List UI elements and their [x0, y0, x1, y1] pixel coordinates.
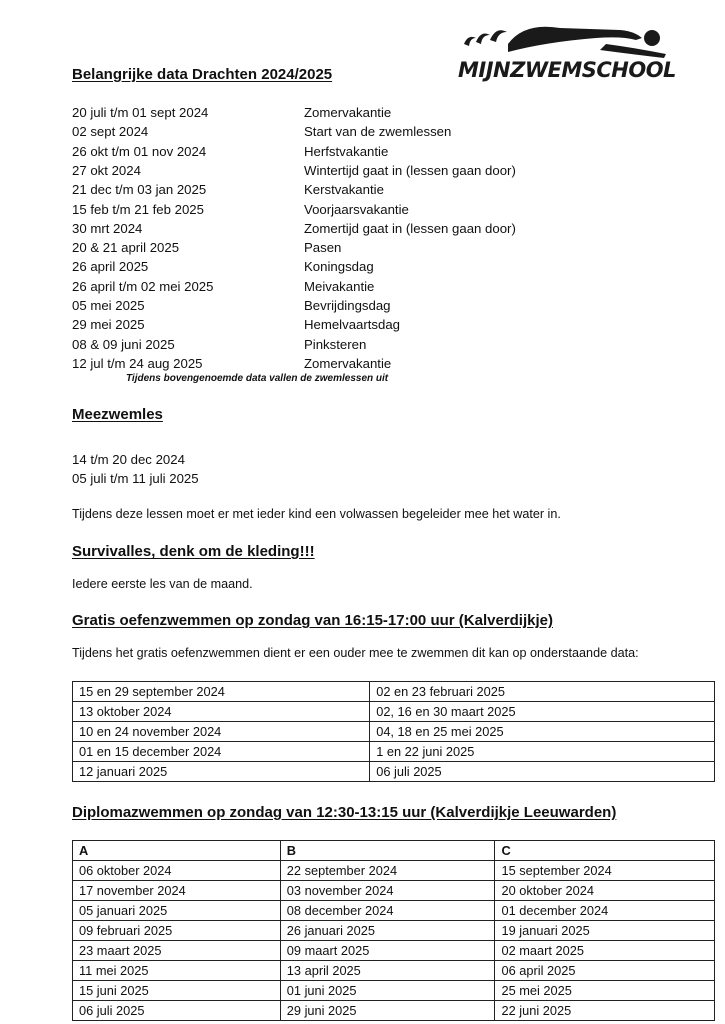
important-date-event: Kerstvakantie [304, 182, 384, 198]
important-date-event: Meivakantie [304, 278, 375, 294]
important-date-event: Wintertijd gaat in (lessen gaan door) [304, 162, 516, 178]
table-row [73, 901, 715, 921]
table-cell: 08 december 2024 [280, 901, 495, 921]
important-date-date: 12 jul t/m 24 aug 2025 [72, 355, 203, 371]
table-cell: 02 maart 2025 [495, 941, 715, 961]
table-row [73, 961, 715, 981]
table-cell: 06 oktober 2024 [73, 861, 281, 881]
table-cell: 06 juli 2025 [73, 1001, 281, 1021]
table-cell: 11 mei 2025 [73, 961, 281, 981]
table-cell: 23 maart 2025 [73, 941, 281, 961]
oefenzwemmen-table [72, 681, 715, 782]
important-date-event: Pinksteren [304, 336, 367, 352]
important-date-event: Pasen [304, 240, 342, 256]
table-cell: 01 december 2024 [495, 901, 715, 921]
table-row [73, 1001, 715, 1021]
important-date-date: 29 mei 2025 [72, 317, 145, 333]
table-cell: 02, 16 en 30 maart 2025 [370, 702, 715, 722]
oefenzwemmen-text: Tijdens het gratis oefenzwemmen dient er een ouder mee te zwemmen dit kan op onderstaande data: [72, 646, 639, 660]
important-date-event: Hemelvaartsdag [304, 317, 401, 333]
important-dates-note: Tijdens bovengenoemde data vallen de zwemlessen uit [126, 373, 389, 384]
section-title-important-dates: Belangrijke data Drachten 2024/2025 [72, 66, 333, 83]
section-title-oefenzwemmen: Gratis oefenzwemmen op zondag van 16:15-17:00 uur (Kalverdijkje) [72, 612, 553, 629]
table-cell: 06 juli 2025 [370, 762, 715, 782]
table-cell: 01 juni 2025 [280, 981, 495, 1001]
table-cell: 09 februari 2025 [73, 921, 281, 941]
table-header-row [73, 841, 715, 861]
meezwemles-date: 05 juli t/m 11 juli 2025 [72, 471, 199, 486]
table-cell: 22 september 2024 [280, 861, 495, 881]
table-cell: 04, 18 en 25 mei 2025 [370, 722, 715, 742]
table-row [73, 742, 715, 762]
important-date-date: 02 sept 2024 [72, 124, 149, 140]
survivalles-text: Iedere eerste les van de maand. [72, 577, 253, 591]
section-title-meezwemles: Meezwemles [72, 406, 163, 423]
meezwemles-text: Tijdens deze lessen moet er met ieder kind een volwassen begeleider mee het water in. [72, 507, 561, 521]
important-date-date: 20 & 21 april 2025 [72, 240, 180, 256]
table-cell: 19 januari 2025 [495, 921, 715, 941]
table-cell: 09 maart 2025 [280, 941, 495, 961]
important-date-event: Bevrijdingsdag [304, 298, 391, 313]
table-row [73, 981, 715, 1001]
table-cell: 25 mei 2025 [495, 981, 715, 1001]
table-row [73, 941, 715, 961]
important-date-date: 08 & 09 juni 2025 [72, 336, 175, 352]
important-date-event: Voorjaarsvakantie [304, 201, 409, 217]
table-cell: 22 juni 2025 [495, 1001, 715, 1021]
table-cell: 20 oktober 2024 [495, 881, 715, 901]
table-cell: 15 juni 2025 [73, 981, 281, 1001]
important-date-event: Koningsdag [304, 259, 374, 275]
table-header-cell: B [280, 841, 495, 861]
table-cell: 17 november 2024 [73, 881, 281, 901]
important-date-date: 26 april 2025 [72, 259, 149, 275]
table-header-cell: A [73, 841, 281, 861]
important-date-date: 30 mrt 2024 [72, 220, 143, 236]
meezwemles-date: 14 t/m 20 dec 2024 [72, 452, 185, 467]
table-cell: 15 en 29 september 2024 [73, 682, 370, 702]
table-header-cell: C [495, 841, 715, 861]
table-cell: 10 en 24 november 2024 [73, 722, 370, 742]
important-date-date: 27 okt 2024 [72, 162, 141, 178]
table-cell: 13 april 2025 [280, 961, 495, 981]
logo [456, 18, 688, 84]
table-row [73, 682, 715, 702]
table-cell: 12 januari 2025 [73, 762, 370, 782]
table-cell: 02 en 23 februari 2025 [370, 682, 715, 702]
table-cell: 15 september 2024 [495, 861, 715, 881]
table-row [73, 921, 715, 941]
table-cell: 05 januari 2025 [73, 901, 281, 921]
important-date-event: Herfstvakantie [304, 143, 389, 159]
important-date-event: Zomervakantie [304, 355, 392, 371]
logo-text: MIJNZWEMSCHOOL [458, 58, 676, 82]
important-date-date: 26 okt t/m 01 nov 2024 [72, 143, 207, 159]
important-date-event: Zomervakantie [304, 105, 392, 120]
diplomazwemmen-table [72, 840, 715, 1021]
important-date-date: 26 april t/m 02 mei 2025 [72, 278, 214, 294]
important-date-date: 21 dec t/m 03 jan 2025 [72, 182, 207, 198]
table-row [73, 702, 715, 722]
swimmer-logo-icon [456, 18, 688, 60]
important-date-date: 20 juli t/m 01 sept 2024 [72, 105, 209, 120]
table-cell: 01 en 15 december 2024 [73, 742, 370, 762]
table-cell: 26 januari 2025 [280, 921, 495, 941]
section-title-survivalles: Survivalles, denk om de kleding!!! [72, 543, 315, 560]
table-row [73, 881, 715, 901]
important-date-event: Start van de zwemlessen [304, 124, 452, 140]
section-title-diplomazwemmen: Diplomazwemmen op zondag van 12:30-13:15 uur (Kalverdijkje Leeuwarden) [72, 804, 617, 821]
table-cell: 03 november 2024 [280, 881, 495, 901]
important-date-date: 05 mei 2025 [72, 298, 145, 313]
table-cell: 06 april 2025 [495, 961, 715, 981]
table-row [73, 762, 715, 782]
table-cell: 29 juni 2025 [280, 1001, 495, 1021]
table-cell: 1 en 22 juni 2025 [370, 742, 715, 762]
table-row [73, 722, 715, 742]
table-row [73, 861, 715, 881]
important-date-date: 15 feb t/m 21 feb 2025 [72, 201, 204, 217]
table-cell: 13 oktober 2024 [73, 702, 370, 722]
important-date-event: Zomertijd gaat in (lessen gaan door) [304, 220, 516, 236]
